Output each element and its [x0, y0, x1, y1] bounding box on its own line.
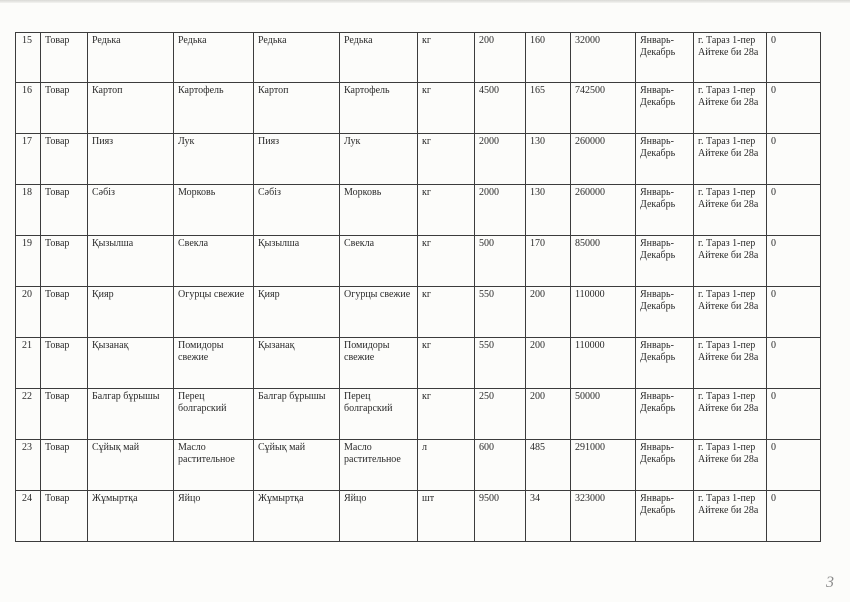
name-ru-cell: Масло растительное	[174, 440, 254, 491]
row-number-cell: 16	[16, 83, 41, 134]
delivery-period-cell: Январь-Декабрь	[636, 185, 694, 236]
name-kz-cell: Жұмыртқа	[88, 491, 174, 542]
delivery-place-cell: г. Тараз 1-пер Айтеке би 28а	[694, 440, 767, 491]
short-name-kz-cell: Қияр	[254, 287, 340, 338]
short-name-ru-cell: Лук	[340, 134, 418, 185]
unit-cell: кг	[418, 185, 475, 236]
delivery-place-cell: г. Тараз 1-пер Айтеке би 28а	[694, 338, 767, 389]
quantity-cell: 200	[475, 33, 526, 83]
delivery-period-cell: Январь-Декабрь	[636, 236, 694, 287]
price-cell: 165	[526, 83, 571, 134]
advance-cell: 0	[767, 338, 821, 389]
item-type-cell: Товар	[41, 236, 88, 287]
delivery-period-cell: Январь-Декабрь	[636, 440, 694, 491]
sum-cell: 260000	[571, 134, 636, 185]
quantity-cell: 550	[475, 338, 526, 389]
advance-cell: 0	[767, 440, 821, 491]
short-name-kz-cell: Редька	[254, 33, 340, 83]
unit-cell: кг	[418, 134, 475, 185]
unit-cell: л	[418, 440, 475, 491]
row-number-cell: 24	[16, 491, 41, 542]
short-name-kz-cell: Пияз	[254, 134, 340, 185]
name-kz-cell: Сәбіз	[88, 185, 174, 236]
delivery-place-cell: г. Тараз 1-пер Айтеке би 28а	[694, 236, 767, 287]
item-type-cell: Товар	[41, 440, 88, 491]
unit-cell: кг	[418, 236, 475, 287]
price-cell: 130	[526, 134, 571, 185]
quantity-cell: 250	[475, 389, 526, 440]
delivery-place-cell: г. Тараз 1-пер Айтеке би 28а	[694, 287, 767, 338]
price-cell: 200	[526, 389, 571, 440]
delivery-period-cell: Январь-Декабрь	[636, 389, 694, 440]
quantity-cell: 4500	[475, 83, 526, 134]
short-name-kz-cell: Қызанақ	[254, 338, 340, 389]
name-kz-cell: Сұйық май	[88, 440, 174, 491]
item-type-cell: Товар	[41, 134, 88, 185]
name-ru-cell: Помидоры свежие	[174, 338, 254, 389]
row-number-cell: 23	[16, 440, 41, 491]
name-ru-cell: Яйцо	[174, 491, 254, 542]
page-number: 3	[826, 574, 834, 591]
name-ru-cell: Огурцы свежие	[174, 287, 254, 338]
unit-cell: шт	[418, 491, 475, 542]
advance-cell: 0	[767, 134, 821, 185]
sum-cell: 260000	[571, 185, 636, 236]
price-cell: 34	[526, 491, 571, 542]
name-kz-cell: Қияр	[88, 287, 174, 338]
item-type-cell: Товар	[41, 83, 88, 134]
table-row	[16, 83, 821, 134]
delivery-period-cell: Январь-Декабрь	[636, 134, 694, 185]
quantity-cell: 550	[475, 287, 526, 338]
table-row	[16, 287, 821, 338]
row-number-cell: 17	[16, 134, 41, 185]
item-type-cell: Товар	[41, 491, 88, 542]
quantity-cell: 500	[475, 236, 526, 287]
short-name-ru-cell: Редька	[340, 33, 418, 83]
name-kz-cell: Пияз	[88, 134, 174, 185]
sum-cell: 32000	[571, 33, 636, 83]
item-type-cell: Товар	[41, 338, 88, 389]
price-cell: 160	[526, 33, 571, 83]
delivery-place-cell: г. Тараз 1-пер Айтеке би 28а	[694, 389, 767, 440]
short-name-kz-cell: Сәбіз	[254, 185, 340, 236]
short-name-kz-cell: Картоп	[254, 83, 340, 134]
table-row	[16, 236, 821, 287]
name-ru-cell: Перец болгарский	[174, 389, 254, 440]
sum-cell: 110000	[571, 338, 636, 389]
advance-cell: 0	[767, 389, 821, 440]
name-kz-cell: Картоп	[88, 83, 174, 134]
quantity-cell: 600	[475, 440, 526, 491]
short-name-ru-cell: Перец болгарский	[340, 389, 418, 440]
row-number-cell: 21	[16, 338, 41, 389]
name-ru-cell: Лук	[174, 134, 254, 185]
sum-cell: 323000	[571, 491, 636, 542]
short-name-kz-cell: Қызылша	[254, 236, 340, 287]
item-type-cell: Товар	[41, 389, 88, 440]
page-top-edge	[0, 0, 850, 3]
row-number-cell: 15	[16, 33, 41, 83]
delivery-place-cell: г. Тараз 1-пер Айтеке би 28а	[694, 134, 767, 185]
quantity-cell: 2000	[475, 134, 526, 185]
price-cell: 130	[526, 185, 571, 236]
price-cell: 170	[526, 236, 571, 287]
short-name-kz-cell: Сұйық май	[254, 440, 340, 491]
row-number-cell: 18	[16, 185, 41, 236]
advance-cell: 0	[767, 83, 821, 134]
row-number-cell: 19	[16, 236, 41, 287]
table-row	[16, 33, 821, 83]
name-kz-cell: Қызанақ	[88, 338, 174, 389]
delivery-period-cell: Январь-Декабрь	[636, 83, 694, 134]
name-kz-cell: Қызылша	[88, 236, 174, 287]
item-type-cell: Товар	[41, 185, 88, 236]
delivery-period-cell: Январь-Декабрь	[636, 33, 694, 83]
unit-cell: кг	[418, 33, 475, 83]
advance-cell: 0	[767, 236, 821, 287]
short-name-ru-cell: Картофель	[340, 83, 418, 134]
sum-cell: 291000	[571, 440, 636, 491]
price-cell: 200	[526, 338, 571, 389]
advance-cell: 0	[767, 33, 821, 83]
name-ru-cell: Редька	[174, 33, 254, 83]
delivery-place-cell: г. Тараз 1-пер Айтеке би 28а	[694, 83, 767, 134]
table-row	[16, 440, 821, 491]
unit-cell: кг	[418, 338, 475, 389]
advance-cell: 0	[767, 185, 821, 236]
unit-cell: кг	[418, 287, 475, 338]
row-number-cell: 20	[16, 287, 41, 338]
advance-cell: 0	[767, 287, 821, 338]
table-row	[16, 491, 821, 542]
short-name-ru-cell: Яйцо	[340, 491, 418, 542]
short-name-ru-cell: Огурцы свежие	[340, 287, 418, 338]
sum-cell: 110000	[571, 287, 636, 338]
delivery-period-cell: Январь-Декабрь	[636, 338, 694, 389]
short-name-ru-cell: Свекла	[340, 236, 418, 287]
row-number-cell: 22	[16, 389, 41, 440]
table-row	[16, 185, 821, 236]
sum-cell: 742500	[571, 83, 636, 134]
item-type-cell: Товар	[41, 33, 88, 83]
name-kz-cell: Балгар бұрышы	[88, 389, 174, 440]
sum-cell: 85000	[571, 236, 636, 287]
procurement-table	[15, 32, 821, 542]
table-row	[16, 389, 821, 440]
short-name-ru-cell: Масло растительное	[340, 440, 418, 491]
name-kz-cell: Редька	[88, 33, 174, 83]
delivery-place-cell: г. Тараз 1-пер Айтеке би 28а	[694, 33, 767, 83]
quantity-cell: 2000	[475, 185, 526, 236]
delivery-period-cell: Январь-Декабрь	[636, 491, 694, 542]
name-ru-cell: Картофель	[174, 83, 254, 134]
delivery-period-cell: Январь-Декабрь	[636, 287, 694, 338]
delivery-place-cell: г. Тараз 1-пер Айтеке би 28а	[694, 185, 767, 236]
advance-cell: 0	[767, 491, 821, 542]
short-name-ru-cell: Морковь	[340, 185, 418, 236]
delivery-place-cell: г. Тараз 1-пер Айтеке би 28а	[694, 491, 767, 542]
table-row	[16, 338, 821, 389]
unit-cell: кг	[418, 83, 475, 134]
price-cell: 200	[526, 287, 571, 338]
sum-cell: 50000	[571, 389, 636, 440]
unit-cell: кг	[418, 389, 475, 440]
name-ru-cell: Морковь	[174, 185, 254, 236]
price-cell: 485	[526, 440, 571, 491]
short-name-kz-cell: Жұмыртқа	[254, 491, 340, 542]
short-name-ru-cell: Помидоры свежие	[340, 338, 418, 389]
table-row	[16, 134, 821, 185]
item-type-cell: Товар	[41, 287, 88, 338]
quantity-cell: 9500	[475, 491, 526, 542]
short-name-kz-cell: Балгар бұрышы	[254, 389, 340, 440]
name-ru-cell: Свекла	[174, 236, 254, 287]
